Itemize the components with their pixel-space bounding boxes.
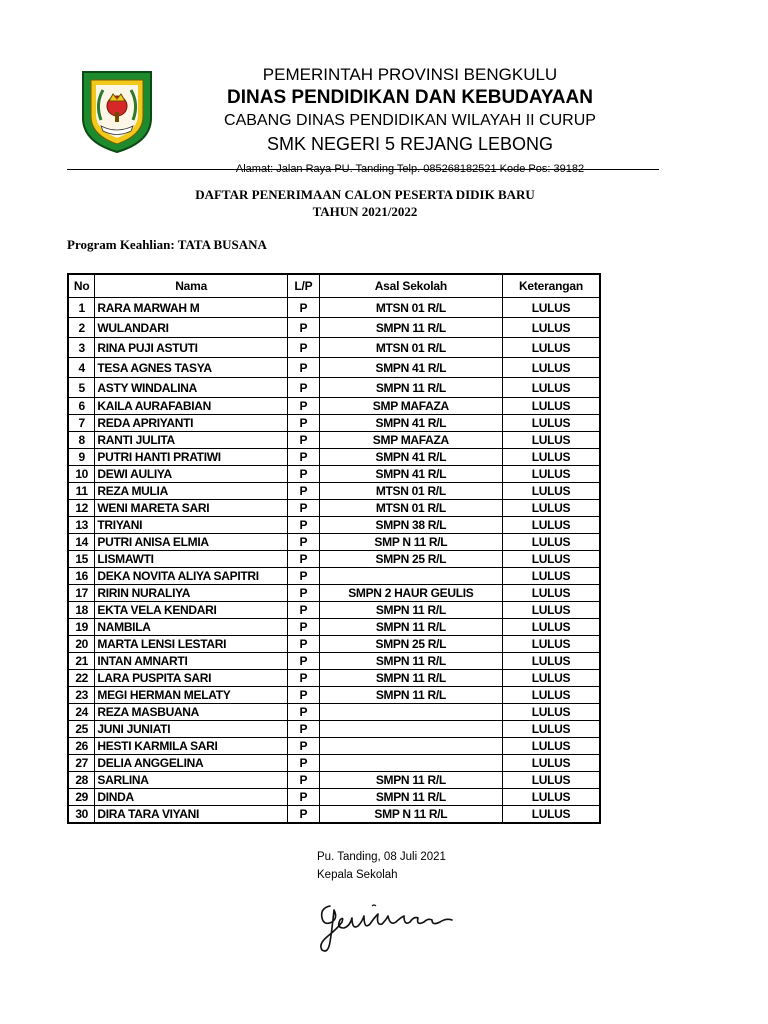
origin-school-cell: SMP N 11 R/L [319, 806, 502, 823]
table-row [68, 653, 600, 670]
table-row [68, 772, 600, 789]
student-name-cell: REDA APRIYANTI [95, 415, 288, 432]
table-row [68, 534, 600, 551]
gender-cell: P [287, 806, 319, 823]
student-name-cell: DEKA NOVITA ALIYA SAPITRI [95, 568, 288, 585]
row-number-cell: 11 [68, 483, 95, 500]
place-date: Pu. Tanding, 08 Juli 2021 [317, 851, 446, 863]
document-title [100, 186, 630, 220]
student-name-cell: SARLINA [95, 772, 288, 789]
student-name-cell: PUTRI HANTI PRATIWI [95, 449, 288, 466]
row-number-cell: 9 [68, 449, 95, 466]
row-number-cell: 24 [68, 704, 95, 721]
table-row [68, 432, 600, 449]
row-number-cell: 20 [68, 636, 95, 653]
gender-cell: P [287, 500, 319, 517]
student-name-cell: KAILA AURAFABIAN [95, 398, 288, 415]
student-name-cell: LARA PUSPITA SARI [95, 670, 288, 687]
gender-cell: P [287, 298, 319, 318]
student-name-cell: HESTI KARMILA SARI [95, 738, 288, 755]
handwritten-signature-icon [312, 896, 472, 958]
table-row [68, 568, 600, 585]
gender-cell: P [287, 602, 319, 619]
signer-position: Kepala Sekolah [317, 869, 398, 881]
student-name-cell: PUTRI ANISA ELMIA [95, 534, 288, 551]
gender-cell: P [287, 772, 319, 789]
row-number-cell: 30 [68, 806, 95, 823]
column-header-lp: L/P [287, 274, 319, 298]
row-number-cell: 23 [68, 687, 95, 704]
row-number-cell: 19 [68, 619, 95, 636]
letterhead-line1: PEMERINTAH PROVINSI BENGKULU [262, 65, 558, 84]
origin-school-cell: SMPN 41 R/L [319, 449, 502, 466]
row-number-cell: 29 [68, 789, 95, 806]
student-table [67, 273, 601, 824]
origin-school-cell: SMPN 25 R/L [319, 636, 502, 653]
origin-school-cell [319, 755, 502, 772]
column-header-asal-sekolah: Asal Sekolah [319, 274, 502, 298]
status-cell: LULUS [502, 298, 600, 318]
gender-cell: P [287, 721, 319, 738]
student-name-cell: RANTI JULITA [95, 432, 288, 449]
table-row [68, 585, 600, 602]
status-cell: LULUS [502, 585, 600, 602]
student-name-cell: RARA MARWAH M [95, 298, 288, 318]
gender-cell: P [287, 670, 319, 687]
origin-school-cell: SMP MAFAZA [319, 432, 502, 449]
origin-school-cell: SMPN 11 R/L [319, 602, 502, 619]
gender-cell: P [287, 432, 319, 449]
table-row [68, 378, 600, 398]
gender-cell: P [287, 318, 319, 338]
origin-school-cell: SMPN 11 R/L [319, 318, 502, 338]
table-row [68, 806, 600, 823]
program-label: Program Keahlian: TATA BUSANA [67, 237, 267, 252]
gender-cell: P [287, 738, 319, 755]
student-name-cell: ASTY WINDALINA [95, 378, 288, 398]
student-name-cell: JUNI JUNIATI [95, 721, 288, 738]
origin-school-cell: SMPN 38 R/L [319, 517, 502, 534]
status-cell: LULUS [502, 338, 600, 358]
row-number-cell: 4 [68, 358, 95, 378]
table-row [68, 721, 600, 738]
table-row [68, 755, 600, 772]
origin-school-cell: SMPN 41 R/L [319, 466, 502, 483]
student-name-cell: MEGI HERMAN MELATY [95, 687, 288, 704]
gender-cell: P [287, 517, 319, 534]
origin-school-cell: SMPN 11 R/L [319, 789, 502, 806]
student-name-cell: TRIYANI [95, 517, 288, 534]
origin-school-cell [319, 738, 502, 755]
column-header-keterangan: Keterangan [502, 274, 600, 298]
student-name-cell: LISMAWTI [95, 551, 288, 568]
status-cell: LULUS [502, 483, 600, 500]
row-number-cell: 6 [68, 398, 95, 415]
letterhead-line3: CABANG DINAS PENDIDIKAN WILAYAH II CURUP [224, 112, 596, 129]
row-number-cell: 1 [68, 298, 95, 318]
origin-school-cell: SMP N 11 R/L [319, 534, 502, 551]
status-cell: LULUS [502, 517, 600, 534]
row-number-cell: 13 [68, 517, 95, 534]
origin-school-cell [319, 721, 502, 738]
row-number-cell: 5 [68, 378, 95, 398]
gender-cell: P [287, 466, 319, 483]
gender-cell: P [287, 704, 319, 721]
student-name-cell: RIRIN NURALIYA [95, 585, 288, 602]
status-cell: LULUS [502, 619, 600, 636]
document-title-line2: TAHUN 2021/2022 [312, 204, 418, 219]
origin-school-cell: MTSN 01 R/L [319, 483, 502, 500]
row-number-cell: 21 [68, 653, 95, 670]
gender-cell: P [287, 551, 319, 568]
gender-cell: P [287, 378, 319, 398]
status-cell: LULUS [502, 534, 600, 551]
table-row [68, 517, 600, 534]
letterhead-school-name: SMK NEGERI 5 REJANG LEBONG [266, 134, 554, 154]
status-cell: LULUS [502, 755, 600, 772]
table-row [68, 318, 600, 338]
table-row [68, 415, 600, 432]
origin-school-cell: SMPN 41 R/L [319, 415, 502, 432]
status-cell: LULUS [502, 806, 600, 823]
gender-cell: P [287, 338, 319, 358]
table-row [68, 704, 600, 721]
row-number-cell: 2 [68, 318, 95, 338]
origin-school-cell: SMPN 41 R/L [319, 358, 502, 378]
table-row [68, 636, 600, 653]
document-title-line1: DAFTAR PENERIMAAN CALON PESERTA DIDIK BARU [195, 187, 535, 202]
row-number-cell: 17 [68, 585, 95, 602]
status-cell: LULUS [502, 772, 600, 789]
table-row [68, 500, 600, 517]
status-cell: LULUS [502, 378, 600, 398]
table-row [68, 738, 600, 755]
provincial-emblem-icon [79, 68, 155, 154]
table-row [68, 551, 600, 568]
status-cell: LULUS [502, 318, 600, 338]
student-name-cell: WENI MARETA SARI [95, 500, 288, 517]
status-cell: LULUS [502, 653, 600, 670]
status-cell: LULUS [502, 789, 600, 806]
student-name-cell: TESA AGNES TASYA [95, 358, 288, 378]
letterhead [180, 64, 640, 178]
gender-cell: P [287, 687, 319, 704]
table-row [68, 466, 600, 483]
letterhead-address: Alamat: Jalan Raya PU. Tanding Telp. 085268182521 Kode Pos: 39182 [235, 163, 585, 175]
row-number-cell: 16 [68, 568, 95, 585]
student-name-cell: REZA MULIA [95, 483, 288, 500]
student-name-cell: INTAN AMNARTI [95, 653, 288, 670]
table-row [68, 483, 600, 500]
status-cell: LULUS [502, 636, 600, 653]
row-number-cell: 25 [68, 721, 95, 738]
status-cell: LULUS [502, 738, 600, 755]
gender-cell: P [287, 415, 319, 432]
gender-cell: P [287, 398, 319, 415]
row-number-cell: 27 [68, 755, 95, 772]
column-header-no: No [68, 274, 95, 298]
row-number-cell: 28 [68, 772, 95, 789]
table-row [68, 687, 600, 704]
gender-cell: P [287, 585, 319, 602]
origin-school-cell: SMPN 11 R/L [319, 378, 502, 398]
row-number-cell: 12 [68, 500, 95, 517]
origin-school-cell: SMPN 2 HAUR GEULIS [319, 585, 502, 602]
student-name-cell: WULANDARI [95, 318, 288, 338]
letterhead-divider [67, 169, 659, 170]
row-number-cell: 18 [68, 602, 95, 619]
letterhead-line2: DINAS PENDIDIKAN DAN KEBUDAYAAN [227, 87, 593, 108]
origin-school-cell: SMPN 11 R/L [319, 687, 502, 704]
student-name-cell: DEWI AULIYA [95, 466, 288, 483]
origin-school-cell: MTSN 01 R/L [319, 298, 502, 318]
status-cell: LULUS [502, 687, 600, 704]
signature-block [317, 848, 446, 884]
status-cell: LULUS [502, 415, 600, 432]
student-name-cell: DIRA TARA VIYANI [95, 806, 288, 823]
gender-cell: P [287, 789, 319, 806]
status-cell: LULUS [502, 568, 600, 585]
origin-school-cell: SMPN 25 R/L [319, 551, 502, 568]
gender-cell: P [287, 636, 319, 653]
student-name-cell: REZA MASBUANA [95, 704, 288, 721]
status-cell: LULUS [502, 500, 600, 517]
table-row [68, 298, 600, 318]
row-number-cell: 8 [68, 432, 95, 449]
row-number-cell: 15 [68, 551, 95, 568]
student-name-cell: DINDA [95, 789, 288, 806]
origin-school-cell [319, 704, 502, 721]
student-name-cell: EKTA VELA KENDARI [95, 602, 288, 619]
origin-school-cell: SMPN 11 R/L [319, 653, 502, 670]
origin-school-cell: SMPN 11 R/L [319, 670, 502, 687]
table-header-row [68, 274, 600, 298]
table-row [68, 602, 600, 619]
row-number-cell: 3 [68, 338, 95, 358]
table-row [68, 338, 600, 358]
row-number-cell: 22 [68, 670, 95, 687]
status-cell: LULUS [502, 670, 600, 687]
student-name-cell: DELIA ANGGELINA [95, 755, 288, 772]
status-cell: LULUS [502, 721, 600, 738]
table-row [68, 670, 600, 687]
table-row [68, 789, 600, 806]
row-number-cell: 10 [68, 466, 95, 483]
status-cell: LULUS [502, 432, 600, 449]
student-name-cell: MARTA LENSI LESTARI [95, 636, 288, 653]
origin-school-cell: SMPN 11 R/L [319, 619, 502, 636]
gender-cell: P [287, 358, 319, 378]
gender-cell: P [287, 483, 319, 500]
table-row [68, 398, 600, 415]
student-name-cell: RINA PUJI ASTUTI [95, 338, 288, 358]
table-row [68, 619, 600, 636]
gender-cell: P [287, 568, 319, 585]
column-header-nama: Nama [95, 274, 288, 298]
row-number-cell: 7 [68, 415, 95, 432]
status-cell: LULUS [502, 466, 600, 483]
status-cell: LULUS [502, 704, 600, 721]
gender-cell: P [287, 755, 319, 772]
status-cell: LULUS [502, 358, 600, 378]
status-cell: LULUS [502, 551, 600, 568]
gender-cell: P [287, 449, 319, 466]
origin-school-cell: SMPN 11 R/L [319, 772, 502, 789]
origin-school-cell: MTSN 01 R/L [319, 338, 502, 358]
row-number-cell: 14 [68, 534, 95, 551]
student-name-cell: NAMBILA [95, 619, 288, 636]
status-cell: LULUS [502, 602, 600, 619]
status-cell: LULUS [502, 398, 600, 415]
row-number-cell: 26 [68, 738, 95, 755]
origin-school-cell [319, 568, 502, 585]
table-row [68, 358, 600, 378]
table-body [68, 298, 600, 823]
gender-cell: P [287, 619, 319, 636]
gender-cell: P [287, 534, 319, 551]
gender-cell: P [287, 653, 319, 670]
origin-school-cell: SMP MAFAZA [319, 398, 502, 415]
origin-school-cell: MTSN 01 R/L [319, 500, 502, 517]
table-row [68, 449, 600, 466]
status-cell: LULUS [502, 449, 600, 466]
